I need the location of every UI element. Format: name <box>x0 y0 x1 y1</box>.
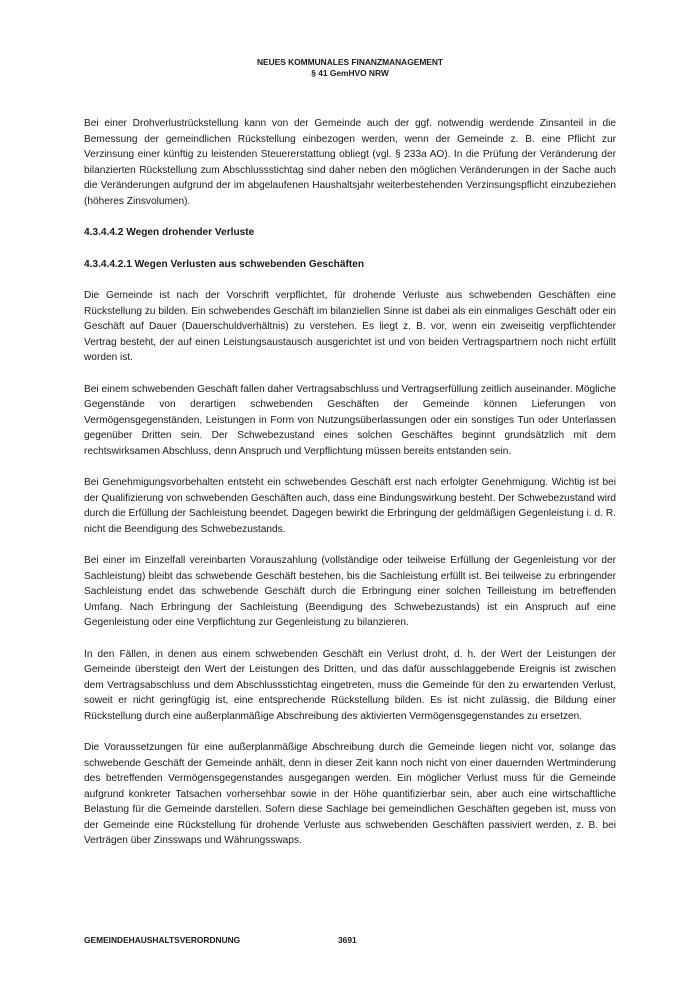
page-header <box>0 57 700 78</box>
page-content <box>84 116 616 865</box>
header-title: NEUES KOMMUNALES FINANZMANAGEMENT <box>256 57 444 67</box>
subsection-heading: 4.3.4.4.2.1 Wegen Verlusten aus schwebenden Geschäften <box>84 258 365 270</box>
header-section: § 41 GemHVO NRW <box>311 67 389 78</box>
footer-label: GEMEINDEHAUSHALTSVERORDNUNG <box>84 935 241 945</box>
paragraph-3: Bei Genehmigungsvorbehalten entsteht ein schwebendes Geschäft erst nach erfolgter Genehmigung. Wichtig ist bei der Qualifizierung von schwebenden Geschäften auch, dass eine Bindungswirkung besteht. Der Schwebezustand wird durch die Erfüllung der Sachleistung beendet. Dagegen bewirkt die Erbringung der geldmäßigen Gegenleistung i. d. R. nicht die Beendigung des Schwebezustands. <box>84 477 616 535</box>
paragraph-2: Bei einem schwebenden Geschäft fallen daher Vertragsabschluss und Vertragserfüllung zeitlich auseinander. Mögliche Gegenstände von derartigen schwebenden Geschäften der Gemeinde können Lieferungen von Vermögensgegenständen, Leistungen in Form von Nutzungsüberlassungen oder ein sonstiges Tun oder Unterlassen gegenüber Dritten sein. Der Schwebezustand eines solchen Geschäftes beginnt grundsätzlich mit dem rechtswirksamen Abschluss, denn Anspruch und Verpflichtung müssen bereits entstanden sein. <box>84 383 616 457</box>
page-number: 3691 <box>338 935 357 945</box>
paragraph-5: In den Fällen, in denen aus einem schwebenden Geschäft ein Verlust droht, d. h. der Wert der Leistungen der Gemeinde übersteigt den Wert der Leistungen des Dritten, und das dafür ausschlaggebende Ereignis ist zwischen dem Vertragsabschluss und dem Abschlussstichtag eingetreten, muss die Gemeinde für den zu erwartenden Verlust, soweit er nicht geringfügig ist, eine entsprechende Rückstellung bilden. Es ist nicht zulässig, die Bildung einer Rückstellung durch eine außerplanmäßige Abschreibung des aktivierten Vermögensgegenstandes zu ersetzen. <box>84 648 616 722</box>
paragraph-6: Die Voraussetzungen für eine außerplanmäßige Abschreibung durch die Gemeinde liegen nicht vor, solange das schwebende Geschäft der Gemeinde anhält, denn in dieser Zeit kann noch nicht von einer dauernden Wertminderung des betreffenden Vermögensgegenstandes ausgegangen werden. Ein möglicher Verlust muss für die Gemeinde aufgrund konkreter Tatsachen vorhersehbar sowie in der Höhe quantifizierbar sein, aber auch eine wirtschaftliche Belastung für die Gemeinde darstellen. Sofern diese Sachlage bei gemeindlichen Geschäften gegeben ist, muss von der Gemeinde eine Rückstellung für drohende Verluste aus schwebenden Geschäften passiviert werden, z. B. bei Verträgen über Zinsswaps und Währungsswaps. <box>84 742 616 846</box>
section-heading: 4.3.4.4.2 Wegen drohender Verluste <box>84 227 255 238</box>
intro-paragraph: Bei einer Drohverlustrückstellung kann von der Gemeinde auch der ggf. notwendig werdende Zinsanteil in die Bemessung der gemeindlichen Rückstellung einbezogen werden, wenn der Gemeinde z. B. eine Pflicht zur Verzinsung einer künftig zu leistenden Steuererstattung obliegt (vgl. § 233a AO). In die Prüfung der Veränderung der bilanzierten Rückstellung zum Abschlussstichtag sind daher neben den möglichen Veränderungen in der Sache auch die Veränderungen aufgrund der im abgelaufenen Haushaltsjahr weiterbestehenden Verzinsungspflicht einzubeziehen (höheres Zinsvolumen). <box>84 118 616 207</box>
paragraph-4: Bei einer im Einzelfall vereinbarten Vorauszahlung (vollständige oder teilweise Erfüllung der Gegenleistung vor der Sachleistung) bleibt das schwebende Geschäft bestehen, bis die Sachleistung erfüllt ist. Bei teilweise zu erbringender Sachleistung endet das schwebende Geschäft durch die Erbringung einer solchen Teilleistung im betreffenden Umfang. Nach Erbringung der Sachleistung (Beendigung des Schwebezustands) ist ein Anspruch auf eine Gegenleistung oder eine Verpflichtung zur Gegenleistung zu bilanzieren. <box>84 555 616 628</box>
paragraph-1: Die Gemeinde ist nach der Vorschrift verpflichtet, für drohende Verluste aus schwebenden Geschäften eine Rückstellung zu bilden. Ein schwebendes Geschäft im bilanziellen Sinne ist dabei als ein einmaliges Geschäft oder ein Geschäft auf Dauer (Dauerschuldverhältnis) zu verstehen. Es liegt z. B. vor, wenn ein zweiseitig verpflichtender Vertrag besteht, der auf einen Leistungsaustausch ausgerichtet ist und von beiden Vertragspartnern noch nicht erfüllt worden ist. <box>84 290 616 363</box>
